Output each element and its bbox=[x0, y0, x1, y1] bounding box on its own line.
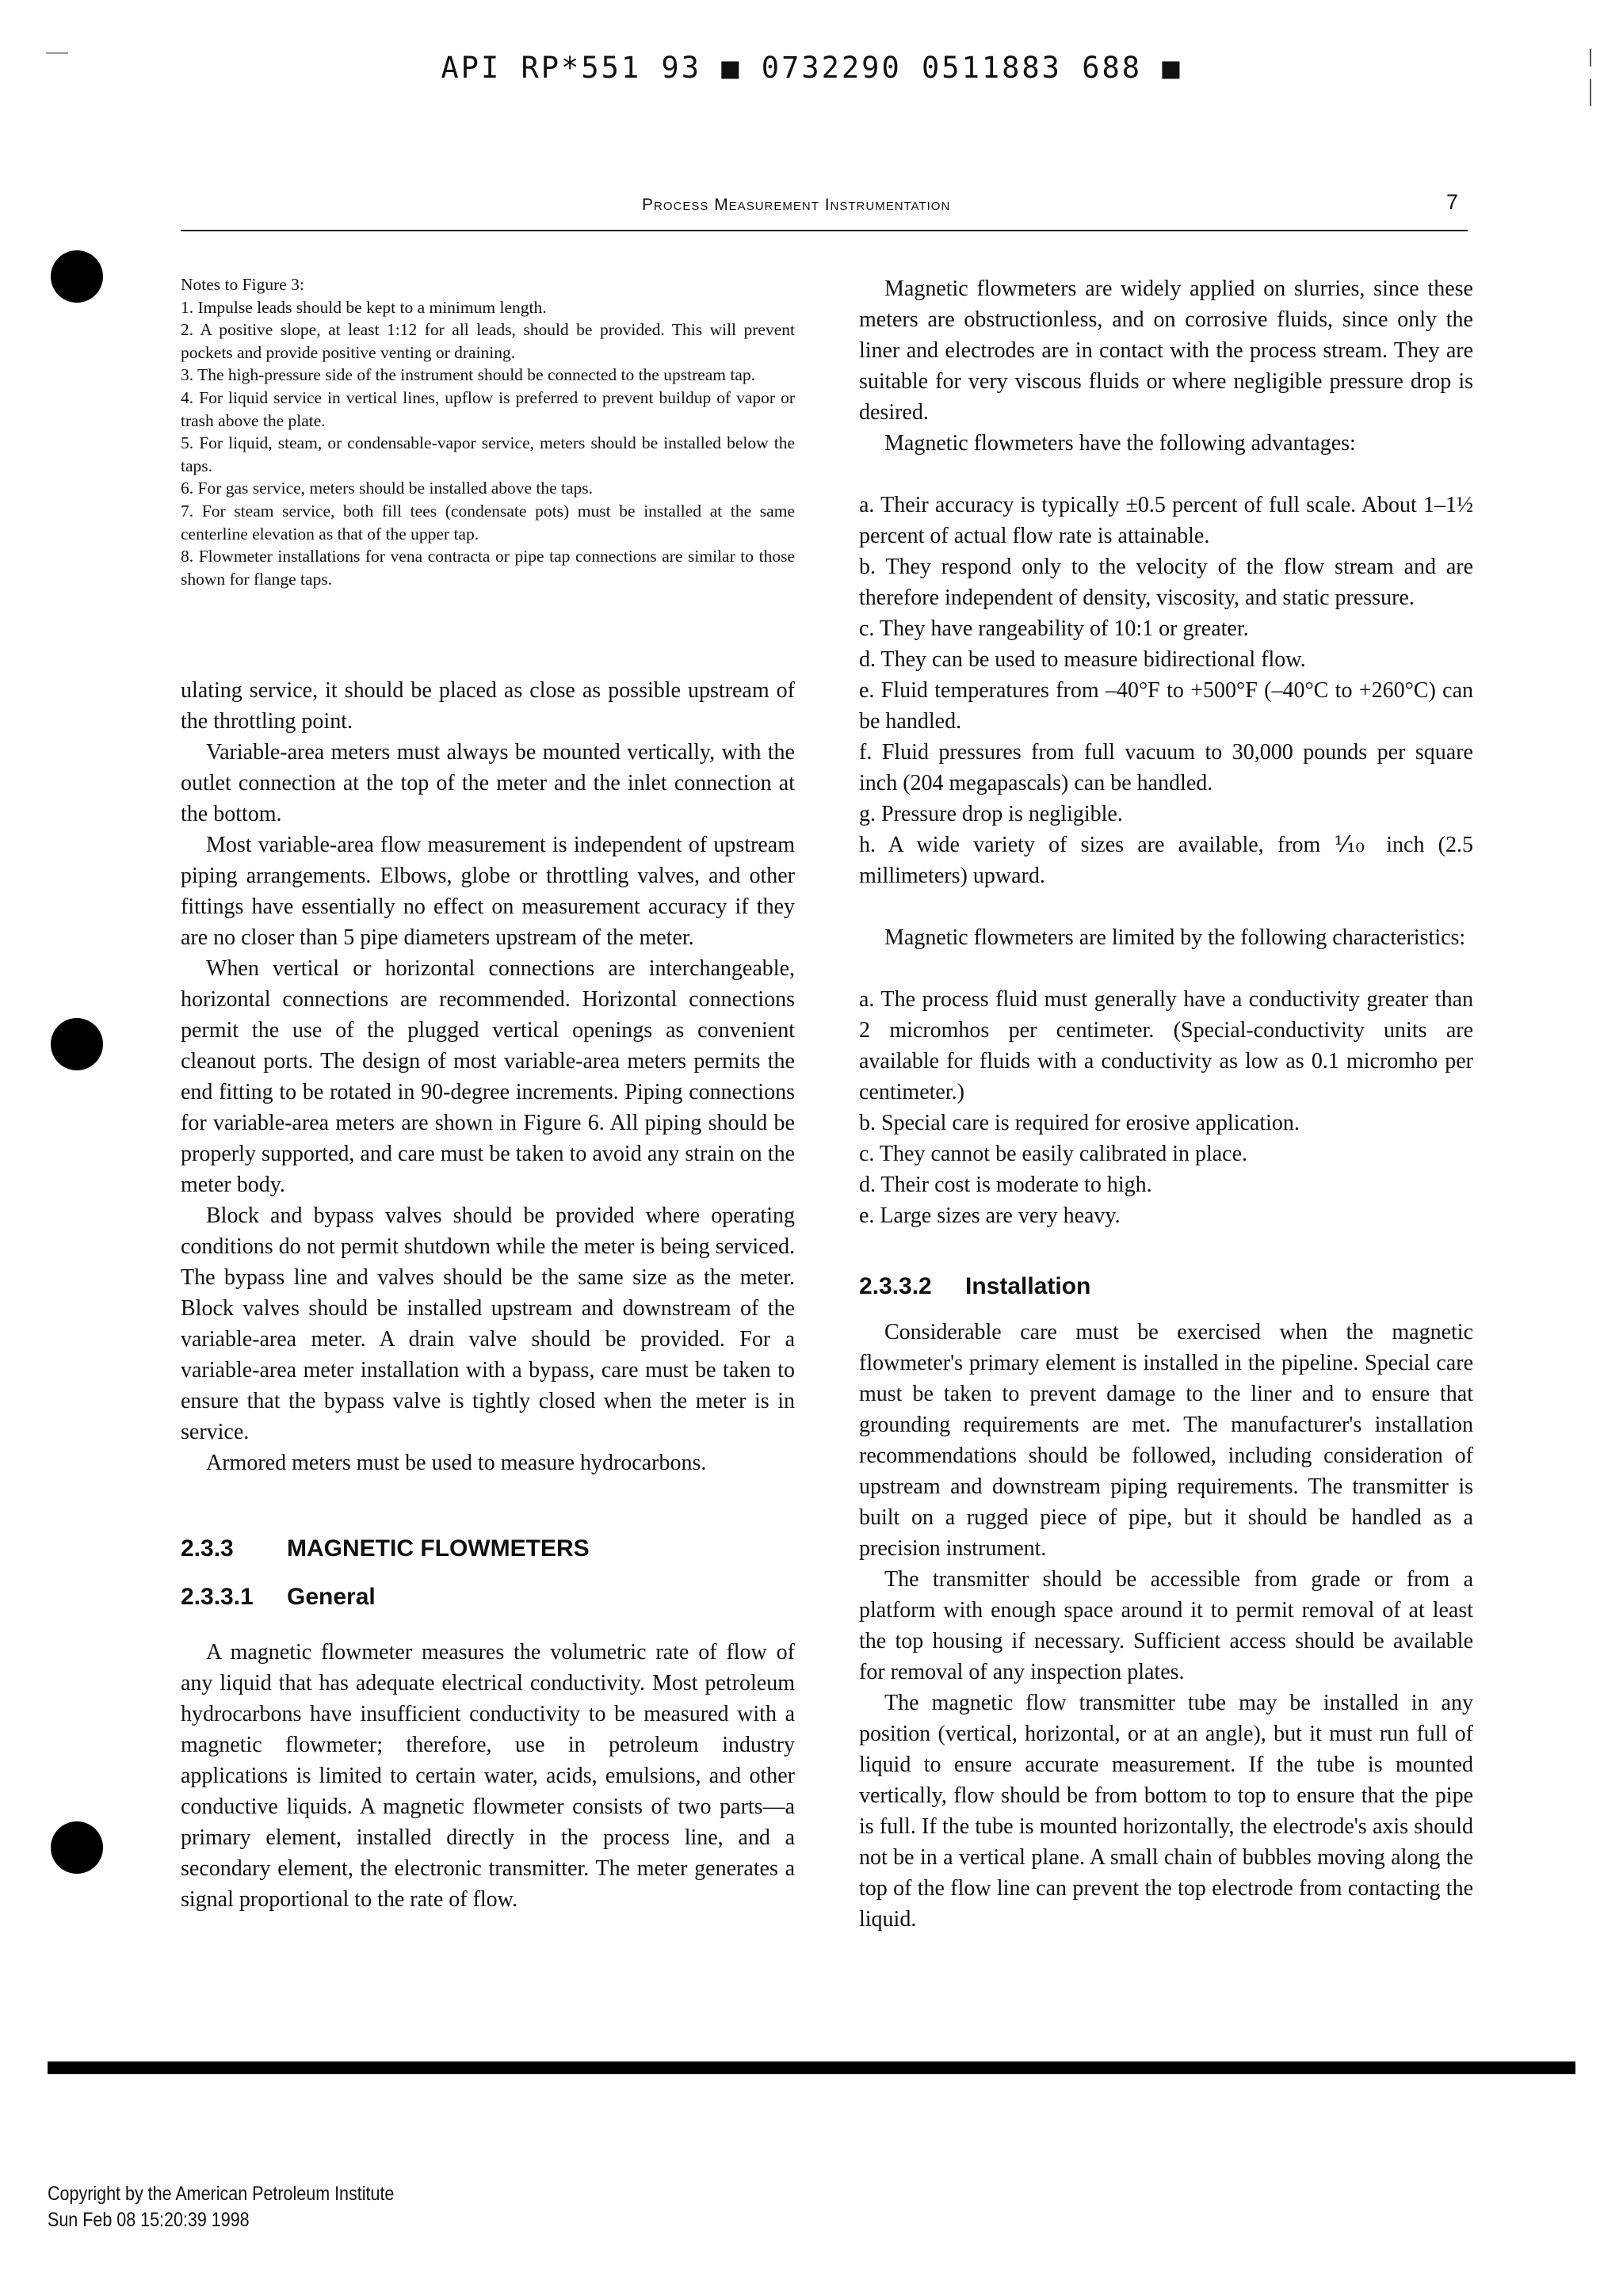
running-header: Process Measurement Instrumentation bbox=[642, 196, 951, 214]
section-number: 2.3.3 bbox=[181, 1535, 234, 1562]
page-number: 7 bbox=[1446, 190, 1459, 214]
list-item: e. Fluid temperatures from –40°F to +500°F (–40°C to +260°C) can be handled. bbox=[859, 678, 1473, 734]
body-paragraph: Variable-area meters must always be mounted vertically, with the outlet connection at the top of the meter and the inlet connection at the bottom. bbox=[181, 740, 795, 826]
list-item: d. They can be used to measure bidirectional flow. bbox=[859, 647, 1306, 672]
advantages-lead: Magnetic flowmeters have the following advantages: bbox=[884, 431, 1356, 456]
note-item: 5. For liquid, steam, or condensable-vapor service, meters should be installed below the taps. bbox=[181, 433, 795, 475]
body-paragraph: ulating service, it should be placed as close as possible upstream of the throttling point. bbox=[181, 678, 795, 734]
list-item: c. They cannot be easily calibrated in place. bbox=[859, 1142, 1248, 1166]
body-paragraph: Magnetic flowmeters are widely applied on slurries, since these meters are obstructionless, and on corrosive fluids, since only the liner and electrodes are in contact with the process stream. They are suitable for very viscous fluids or where negligible pressure drop is desired. bbox=[859, 277, 1473, 425]
body-paragraph: When vertical or horizontal connections are interchangeable, horizontal connections are recommended. Horizontal connections permit the use of the plugged vertical openings as convenient cleanout ports. The design of most variable-area meters permits the end fitting to be rotated in 90-degree increments. Piping connections for variable-area meters are shown in Figure 6. All piping should be properly supported, and care must be taken to avoid any strain on the meter body. bbox=[181, 956, 795, 1197]
note-item: 7. For steam service, both fill tees (condensate pots) must be installed at the same centerline elevation as that of the upper tap. bbox=[181, 501, 795, 543]
list-item: a. The process fluid must generally have a conductivity greater than 2 micromhos per centimeter. (Special-conductivity units are available for fluids with a conductivity as low as 0.1 micromho per centimeter.) bbox=[859, 987, 1473, 1104]
list-item: c. They have rangeability of 10:1 or greater. bbox=[859, 616, 1249, 641]
notes-title: Notes to Figure 3: bbox=[181, 275, 304, 294]
timestamp-line: Sun Feb 08 15:20:39 1998 bbox=[48, 2209, 250, 2231]
punch-hole bbox=[51, 1018, 103, 1070]
punch-hole bbox=[51, 1821, 103, 1874]
body-paragraph: A magnetic flowmeter measures the volumetric rate of flow of any liquid that has adequate electrical conductivity. Most petroleum hydrocarbons have insufficient conductivity to be measured with a magnetic flowmeter; therefore, use in petroleum industry applications is limited to certain water, acids, emulsions, and other conductive liquids. A magnetic flowmeter consists of two parts—a primary element, installed directly in the process line, and a secondary element, the electronic transmitter. The meter generates a signal proportional to the rate of flow. bbox=[181, 1640, 795, 1912]
left-column-body bbox=[181, 675, 795, 1478]
list-item: b. Special care is required for erosive application. bbox=[859, 1111, 1300, 1135]
scan-mark bbox=[1590, 49, 1591, 67]
body-paragraph: Most variable-area flow measurement is independent of upstream piping arrangements. Elbows, globe or throttling valves, and other fittings have essentially no effect on measurement accuracy if they are no closer than 5 pipe diameters upstream of the meter. bbox=[181, 833, 795, 950]
subsection-number: 2.3.3.1 bbox=[181, 1584, 254, 1610]
body-paragraph: Considerable care must be exercised when the magnetic flowmeter's primary element is installed in the pipeline. Special care must be taken to prevent damage to the liner and to ensure that grounding requirements are met. The manufacturer's installation recommendations should be followed, including consideration of upstream and downstream piping requirements. The transmitter is built on a rugged piece of pipe, but it should be handled as a precision instrument. bbox=[859, 1320, 1473, 1561]
copyright-notice bbox=[48, 2181, 394, 2233]
installation-text bbox=[859, 1317, 1473, 1935]
list-item: a. Their accuracy is typically ±0.5 percent of full scale. About 1–1½ percent of actual flow rate is attainable. bbox=[859, 493, 1473, 548]
note-item: 8. Flowmeter installations for vena contracta or pipe tap connections are similar to those shown for flange taps. bbox=[181, 547, 795, 589]
punch-hole bbox=[51, 250, 103, 303]
list-item: e. Large sizes are very heavy. bbox=[859, 1203, 1121, 1228]
list-item: b. They respond only to the velocity of the flow stream and are therefore independent of density, viscosity, and static pressure. bbox=[859, 555, 1473, 610]
subsection-heading bbox=[859, 1271, 1473, 1302]
note-item: 6. For gas service, meters should be installed above the taps. bbox=[181, 479, 594, 498]
subsection-number: 2.3.3.2 bbox=[859, 1273, 932, 1299]
limitations-lead: Magnetic flowmeters are limited by the following characteristics: bbox=[884, 925, 1466, 950]
footer-rule bbox=[48, 2061, 1575, 2074]
list-item: h. A wide variety of sizes are available, from ⅒ inch (2.5 millimeters) upward. bbox=[859, 833, 1473, 888]
scan-mark bbox=[1590, 79, 1591, 106]
list-item: f. Fluid pressures from full vacuum to 30,000 pounds per square inch (204 megapascals) can be handled. bbox=[859, 740, 1473, 795]
section-heading bbox=[181, 1533, 795, 1565]
body-paragraph: Block and bypass valves should be provided where operating conditions do not permit shutdown while the meter is being serviced. The bypass line and valves should be the same size as the meter. Block valves should be installed upstream and downstream of the variable-area meter. A drain valve should be provided. For a variable-area meter installation with a bypass, care must be taken to ensure that the bypass valve is tightly closed when the meter is in service. bbox=[181, 1203, 795, 1444]
subsection-title: Installation bbox=[965, 1273, 1091, 1299]
list-item: d. Their cost is moderate to high. bbox=[859, 1173, 1152, 1197]
subsection-title: General bbox=[287, 1584, 376, 1610]
right-column-body bbox=[859, 273, 1473, 1231]
note-item: 1. Impulse leads should be kept to a minimum length. bbox=[181, 297, 547, 317]
subsection-heading bbox=[181, 1581, 795, 1613]
header-rule bbox=[181, 230, 1468, 231]
figure-notes bbox=[181, 273, 795, 590]
note-item: 2. A positive slope, at least 1:12 for all leads, should be provided. This will prevent pockets and provide positive venting or draining. bbox=[181, 320, 795, 362]
list-item: g. Pressure drop is negligible. bbox=[859, 802, 1123, 826]
body-paragraph: Armored meters must be used to measure hydrocarbons. bbox=[206, 1451, 707, 1475]
note-item: 3. The high-pressure side of the instrument should be connected to the upstream tap. bbox=[181, 365, 756, 385]
copyright-line: Copyright by the American Petroleum Institute bbox=[48, 2183, 395, 2205]
general-text bbox=[181, 1637, 795, 1915]
note-item: 4. For liquid service in vertical lines, upflow is preferred to prevent buildup of vapor or trash above the plate. bbox=[181, 387, 795, 430]
document-id-line: API RP*551 93 ■ 0732290 0511883 688 ■ bbox=[441, 51, 1182, 85]
section-title: MAGNETIC FLOWMETERS bbox=[287, 1535, 590, 1562]
body-paragraph: The magnetic flow transmitter tube may be installed in any position (vertical, horizontal, or at an angle), but it must run full of liquid to ensure accurate measurement. If the tube is mounted vertically, flow should be from bottom to top to ensure that the pipe is full. If the tube is mounted horizontally, the electrode's axis should not be in a vertical plane. A small chain of bubbles moving along the top of the flow line can prevent the top electrode from contacting the liquid. bbox=[859, 1691, 1473, 1932]
body-paragraph: The transmitter should be accessible from grade or from a platform with enough space around it to permit removal of at least the top housing if necessary. Sufficient access should be available for removal of any inspection plates. bbox=[859, 1567, 1473, 1684]
